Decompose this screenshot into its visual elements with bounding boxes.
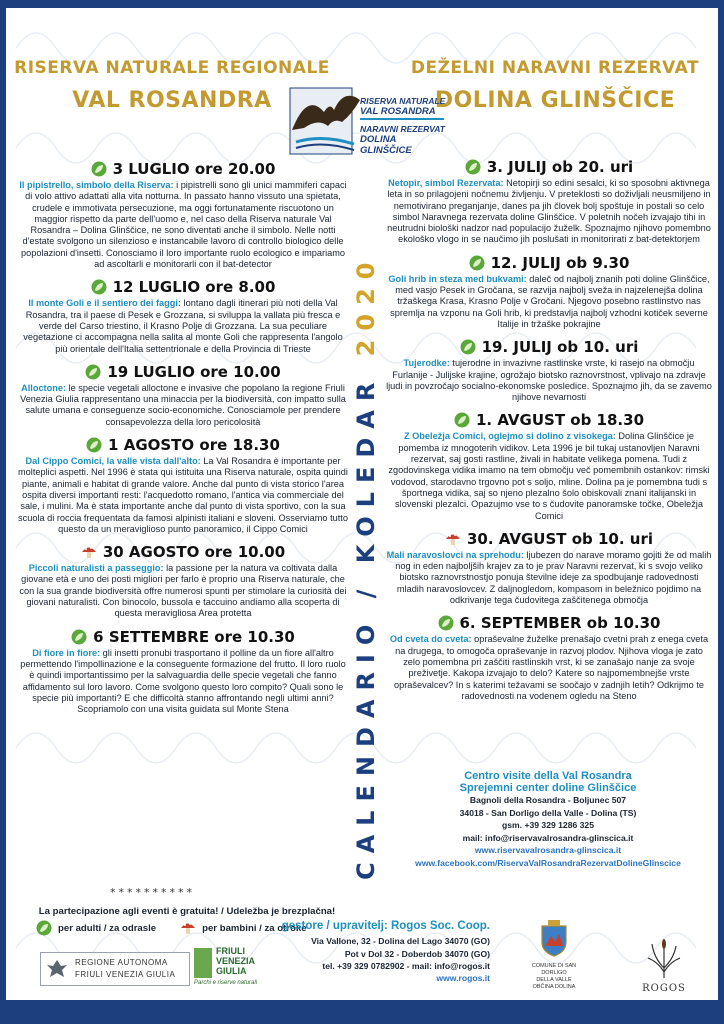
sl-event-title: Netopir, simbol Rezervata: <box>388 178 504 188</box>
sl-event-title: Z Obeležja Comici, oglejmo si dolino z visokega: <box>403 431 616 442</box>
sl-event-description <box>386 550 712 606</box>
leaf-icon <box>91 161 107 177</box>
it-event-text: La Val Rosandra è importante per molteplici aspetti. Nel 1996 è stata qui istituita una Riserva naturale, ospita quindi piante, animali e habitat di grande valore. Anche dal punto di vista storico l'area ospita diversi importanti resti: l'acquedotto romano, l'antica via commerciale del sale, i mulini. Ma è stata importante anche dal punto di vista sportivo, con la sua scuola di roccia frequentata da famosi alpinisti italiani e sloveni. Osserviamo tutto questo da un meraviglioso punto panoramico, il Cippo Comici <box>18 456 348 534</box>
vertical-calendar-label: CALENDARIO / KOLEDAR <box>352 356 380 880</box>
fvg-parks-logo <box>194 946 264 990</box>
leaf-icon <box>91 279 107 295</box>
top-border <box>0 0 724 8</box>
sl-event-title: Mali naravoslovci na sprehodu: <box>386 549 524 560</box>
sl-event-date <box>386 411 712 429</box>
sl-event <box>386 158 712 246</box>
logo-divider <box>360 118 444 120</box>
manager-website[interactable]: www.rogos.it <box>436 972 490 983</box>
it-event <box>18 160 348 270</box>
leaf-icon <box>36 920 52 936</box>
sl-event-text: opraševalne žuželke prenašajo cvetni prah z enega cveta na drugega, to omogoča opraševanje in razvoj plodov. Njihova vloga je zato zelo pomembna pri zaščiti rastlinskih vrst, ki se zanašajo nanje za svoje preživetje. Kakopa izvajajo to delo? Katere so najpomembnejše vrste opraševalcev? In s katerimi težavami se soočajo v zadnjih letih? Odkrijmo te radovednosti na vodenem ogledu na Steno <box>394 634 709 701</box>
it-event-date-text: 1 AGOSTO ore 18.30 <box>108 436 280 455</box>
sl-event <box>386 254 712 330</box>
it-event-date <box>18 628 348 646</box>
sl-event-date <box>386 338 712 356</box>
it-event-date-text: 30 AGOSTO ore 10.00 <box>102 543 286 562</box>
sl-event-text: tujerodne in invazivne rastlinske vrste, ki rasejo na območju Furlanije - Julijske krajine, ogrožajo biotsko raznovrstnost, vplivajo na zdravje ljudi in povzročajo socialno-ekonomske posledice. Spoznajmo jih, da se zavemo njihove nevarnosti <box>386 358 712 403</box>
fvg-text-3: GIULIA <box>216 966 247 976</box>
reserve-logo <box>282 82 448 160</box>
municipality-text-2: DELLA VALLE <box>536 977 572 983</box>
leaf-icon <box>460 339 476 355</box>
it-event <box>18 436 348 535</box>
sl-event-description <box>386 431 712 521</box>
leaf-icon <box>469 255 485 271</box>
sl-event-date-text: 19. JULIJ ob 10. uri <box>481 338 639 357</box>
fvg-text-1: FRIULI <box>216 946 245 956</box>
visitor-center-address-2: 34018 - San Dorligo della Valle - Dolina (TS) <box>459 807 637 818</box>
events-slovenian <box>386 158 712 710</box>
sl-event-date-text: 12. JULIJ ob 9.30 <box>490 253 630 272</box>
it-event-date-text: 12 LUGLIO ore 8.00 <box>112 278 276 297</box>
sl-event-date <box>386 254 712 272</box>
it-event-text: lontano dagli itinerari più noti della Val Rosandra, tra il paese di Pesek e Grozzana, si sviluppa la vallata più fresca e verde del Carso triestino, il Krasno Polje di Grozzana. La sua peculiare vegetazione ci accompagna nella salita al monte Goli che rappresenta l'angolo più orientale dell'Italia settentrionale e della Provincia di Trieste <box>23 298 343 354</box>
it-event-title: Dal Cippo Comici, la valle vista dall'alto: <box>25 456 201 467</box>
title-slovenian-line2: DOLINA GLINŠČICE <box>434 88 676 113</box>
sl-event-text: Netopirji so edini sesalci, ki so sposobni aktivnega leta in so prilagojeni nočnemu življenju. V preteklosti so doživljali neusmiljeno in nemotivirano preganjanje, danes pa jih človek bolj spoštuje in postali so celo simbol Naravnega rezervata doline Glinščice. V poletnih nočeh izvajajo tihi in neutrudni biološki nadzor nad populacijo žuželk. Spoznajmo njihovo pomembno ekološko vlogo in se naučimo jih poslušati in monitorirati z bat-detektorjem <box>387 178 711 245</box>
sl-event-title: Tujerodke: <box>403 358 450 369</box>
logo-text-2: VAL ROSANDRA <box>360 106 436 117</box>
it-event-title: Il pipistrello, simbolo della Riserva: <box>19 180 174 190</box>
it-event-description <box>18 298 348 354</box>
municipality-text-3: OBČINA DOLINA <box>532 984 576 990</box>
sl-event-text: ljubezen do narave moramo gojiti že od malih nog in eden najboljših krajev za to je prav Naravni rezervat, ki s svojo veliko biotsko raznovrstnostjo ponuja številne ideje za spodbujanje radovednosti mladih naravoslovcev. Z daljnogledom, kompasom in beležnico pojdimo na odkrivanje tega čudovitega zaščitenega območja <box>395 549 712 606</box>
region-logo-text-1: REGIONE AUTONOMA <box>75 958 168 967</box>
logo-text-3: NARAVNI REZERVAT <box>360 124 445 134</box>
it-event-date-text: 6 SETTEMBRE ore 10.30 <box>93 627 295 646</box>
legend-adults: per adulti / za odrasle <box>58 922 157 934</box>
participation-note: La partecipazione agli eventi è gratuita! / Udeležba je brezplačna! <box>38 906 336 917</box>
fvg-text-2: VENEZIA <box>216 956 256 966</box>
left-border <box>0 0 6 1024</box>
it-event-description <box>18 563 348 619</box>
title-slovenian-line1: DEŽELNI NARAVNI REZERVAT <box>410 58 700 78</box>
it-event-text: gli insetti pronubi trasportano il polline da un fiore all'altro permettendo l'impollinazione e la conseguente formazione del frutto. Il loro ruolo è quindi importantissimo per la salvaguardia delle specie vegetali che fanno affidamento sul loro lavoro. Come svolgono questo loro compito? Quali sono le specie più importanti? E che difficoltà stanno affrontando negli ultimi anni? Scopriamolo con una visita guidata sul Monte Stena <box>20 647 346 715</box>
leaf-icon <box>85 364 101 380</box>
visitor-center-address-1: Bagnoli della Rosandra - Boljunec 507 <box>469 795 627 805</box>
right-border <box>718 0 724 1024</box>
mushroom-icon <box>445 531 461 547</box>
it-event <box>18 363 348 428</box>
it-event-date-text: 19 LUGLIO ore 10.00 <box>107 362 281 381</box>
it-event-date-text: 3 LUGLIO ore 20.00 <box>112 160 276 178</box>
visitor-center-facebook[interactable]: www.facebook.com/RiservaValRosandraRezervatDolineGlinscice <box>415 857 681 868</box>
manager-contacts: tel. +39 329 0782902 - mail: info@rogos.it <box>322 961 490 972</box>
separator-stars: ********** <box>110 886 195 899</box>
title-italian-line2: VAL ROSANDRA <box>72 88 272 113</box>
rogos-logo-text: ROGOS <box>642 983 686 994</box>
it-event-title: Il monte Goli e il sentiero dei faggi: <box>28 298 181 309</box>
sl-event-text: daleč od najbolj znanih poti doline Glinščice, med vasjo Pesek in Gročana, se razvija najbolj sveža in najzelenejša dolina tržaškega Krasa, Krasno Polje v Gročani. Njegovo posebno rastlinstvo nas spremlja na vzponu na Goli hrib, ki predstavlja najbolj vzhodni kotiček severne Italije in tržaške pokrajine <box>390 273 710 329</box>
leaf-icon <box>86 437 102 453</box>
coat-of-arms-icon <box>539 918 569 958</box>
visitor-center-phone: gsm. +39 329 1286 325 <box>502 820 594 830</box>
events-italian <box>18 160 348 723</box>
sl-event-title: Od cveta do cveta: <box>389 634 472 645</box>
logo-text-4: DOLINA GLINŠČICE <box>360 134 412 156</box>
visitor-center-website[interactable]: www.riservavalrosandra-glinscica.it <box>474 845 622 855</box>
it-event-text: la passione per la natura va coltivata dalla giovane età e uno dei posti migliori per farlo è proprio una Riserva naturale, che con la sua grande biodiversità offre numerosi spunti per stimolare la curiosità dei giovani naturalisti. Con binocolo, bussola e taccuino andiamo alla scoperta di questa meravigliosa Area protetta <box>19 563 347 619</box>
it-event <box>18 278 348 354</box>
it-event-title: Di fiore in fiore: <box>32 647 101 658</box>
it-event-description <box>18 648 348 716</box>
manager-info <box>250 920 490 983</box>
logo-text-1: RISERVA NATURALE <box>360 96 446 106</box>
region-logo <box>40 952 190 986</box>
mushroom-icon <box>81 544 97 560</box>
sl-event-title: Goli hrib in steza med bukvami: <box>388 273 527 284</box>
sl-event-description <box>386 274 712 330</box>
it-event-description <box>18 456 348 535</box>
leaf-icon <box>454 412 470 428</box>
region-logo-text-2: FRIULI VENEZIA GIULIA <box>75 970 176 979</box>
sl-event-date <box>386 614 712 632</box>
municipality-text-1: COMUNE DI SAN DORLIGO <box>531 963 577 976</box>
reed-plant-icon <box>644 938 684 978</box>
it-event <box>18 543 348 619</box>
it-event-description <box>18 383 348 428</box>
it-event-date <box>18 436 348 454</box>
sl-event-date <box>386 158 712 176</box>
sl-event-description <box>386 358 712 403</box>
it-event-date <box>18 160 348 178</box>
it-event-title: Piccoli naturalisti a passeggio: <box>28 563 164 574</box>
visitor-center-info <box>388 770 708 869</box>
sl-event <box>386 530 712 606</box>
sl-event <box>386 411 712 521</box>
visitor-center-name-sl: Sprejemni center doline Glinščice <box>459 782 637 794</box>
title-italian-line1: RISERVA NATURALE REGIONALE <box>14 58 330 78</box>
vertical-calendar-text <box>352 254 380 880</box>
manager-address-2: Pot v Dol 32 - Doberdob 34070 (GO) <box>344 948 490 959</box>
it-event <box>18 628 348 716</box>
it-event-date <box>18 278 348 296</box>
sl-event-date-text: 1. AVGUST ob 18.30 <box>475 411 645 430</box>
sl-event-date <box>386 530 712 548</box>
eagle-icon <box>45 957 69 981</box>
manager-address-1: Via Vallone, 32 - Dolina del Lago 34070 (GO) <box>311 936 490 946</box>
it-event-text: i pipistrelli sono gli unici mammiferi capaci di volo attivo adattati alla vita notturna. In passato hanno vissuto una spietata, crudele e immotivata persecuzione, ma oggi fortunatamente riscuotono un maggior rispetto da parte dell'uomo e, nel caso della Riserva naturale Val Rosandra – Dolina Glinščice, ne sono diventati anche il simbolo. Nelle notti d'estate svolgono un silenzioso e instancabile lavoro di controllo biologico delle popolazioni d'insetti. Conosciamo il loro importante ruolo ecologico e impariamo ad ascoltarli e monitorarli con il bat-detector <box>21 180 347 270</box>
manager-title: gestore / upravitelj: Rogos Soc. Coop. <box>281 920 490 932</box>
sl-event-date-text: 6. SEPTEMBER ob 10.30 <box>459 614 661 633</box>
mushroom-icon <box>180 920 196 936</box>
municipality-logo <box>524 918 584 1000</box>
it-event-date <box>18 543 348 561</box>
visitor-center-name-it: Centro visite della Val Rosandra <box>464 770 632 782</box>
vertical-calendar-year: 2020 <box>352 253 380 357</box>
fvg-green-block <box>194 948 212 978</box>
fvg-subtitle: Parchi e riserve naturali <box>194 980 258 986</box>
vertical-calendar-title <box>350 170 384 890</box>
leaf-icon <box>438 615 454 631</box>
sl-event <box>386 338 712 403</box>
sl-event-date-text: 30. AVGUST ob 10. uri <box>466 529 654 548</box>
it-event-description <box>18 180 348 270</box>
sl-event-description <box>386 178 712 246</box>
it-event-date <box>18 363 348 381</box>
leaf-icon <box>71 629 87 645</box>
it-event-text: le specie vegetali alloctone e invasive che popolano la regione Friuli Venezia Giulia rappresentano una minaccia per la biodiversità, con impatto sulla salute umana e conseguenze socio-economiche. Conosciamole per prendere consapevolezza della loro pericolosità <box>20 382 346 427</box>
it-event-title: Alloctone: <box>21 382 67 393</box>
sl-event <box>386 614 712 702</box>
visitor-center-mail[interactable]: mail: info@riservavalrosandra-glinscica.it <box>462 832 634 843</box>
bottom-border <box>0 1000 724 1024</box>
leaf-icon <box>465 159 481 175</box>
rogos-logo <box>634 938 694 998</box>
sl-event-text: Dolina Glinščice je pomemba iz mnogoterih vidikov. Leta 1996 je bil tukaj ustanovljen Naravni rezervat, saj gosti rastline, živali in habitate velikega pomena. Tudi z zgodovinskega vidika imamo na tem območju več pomembnih ostankov: rimski vodovod, starodavno trgovno pot s soljo, mline. Dolina pa je pomembna tudi s športnega vidika, saj so njeno plezalno šolo obiskovali znani italijanski in slovenski plezalci. Opazujmo vse to s čudovite panoramske točke, Obeležja Comici <box>388 431 710 521</box>
bat-logo-icon <box>282 82 372 160</box>
sl-event-date-text: 3. JULIJ ob 20. uri <box>486 158 634 176</box>
sl-event-description <box>386 634 712 702</box>
legend-kids: per bambini / za otroke <box>202 922 307 934</box>
